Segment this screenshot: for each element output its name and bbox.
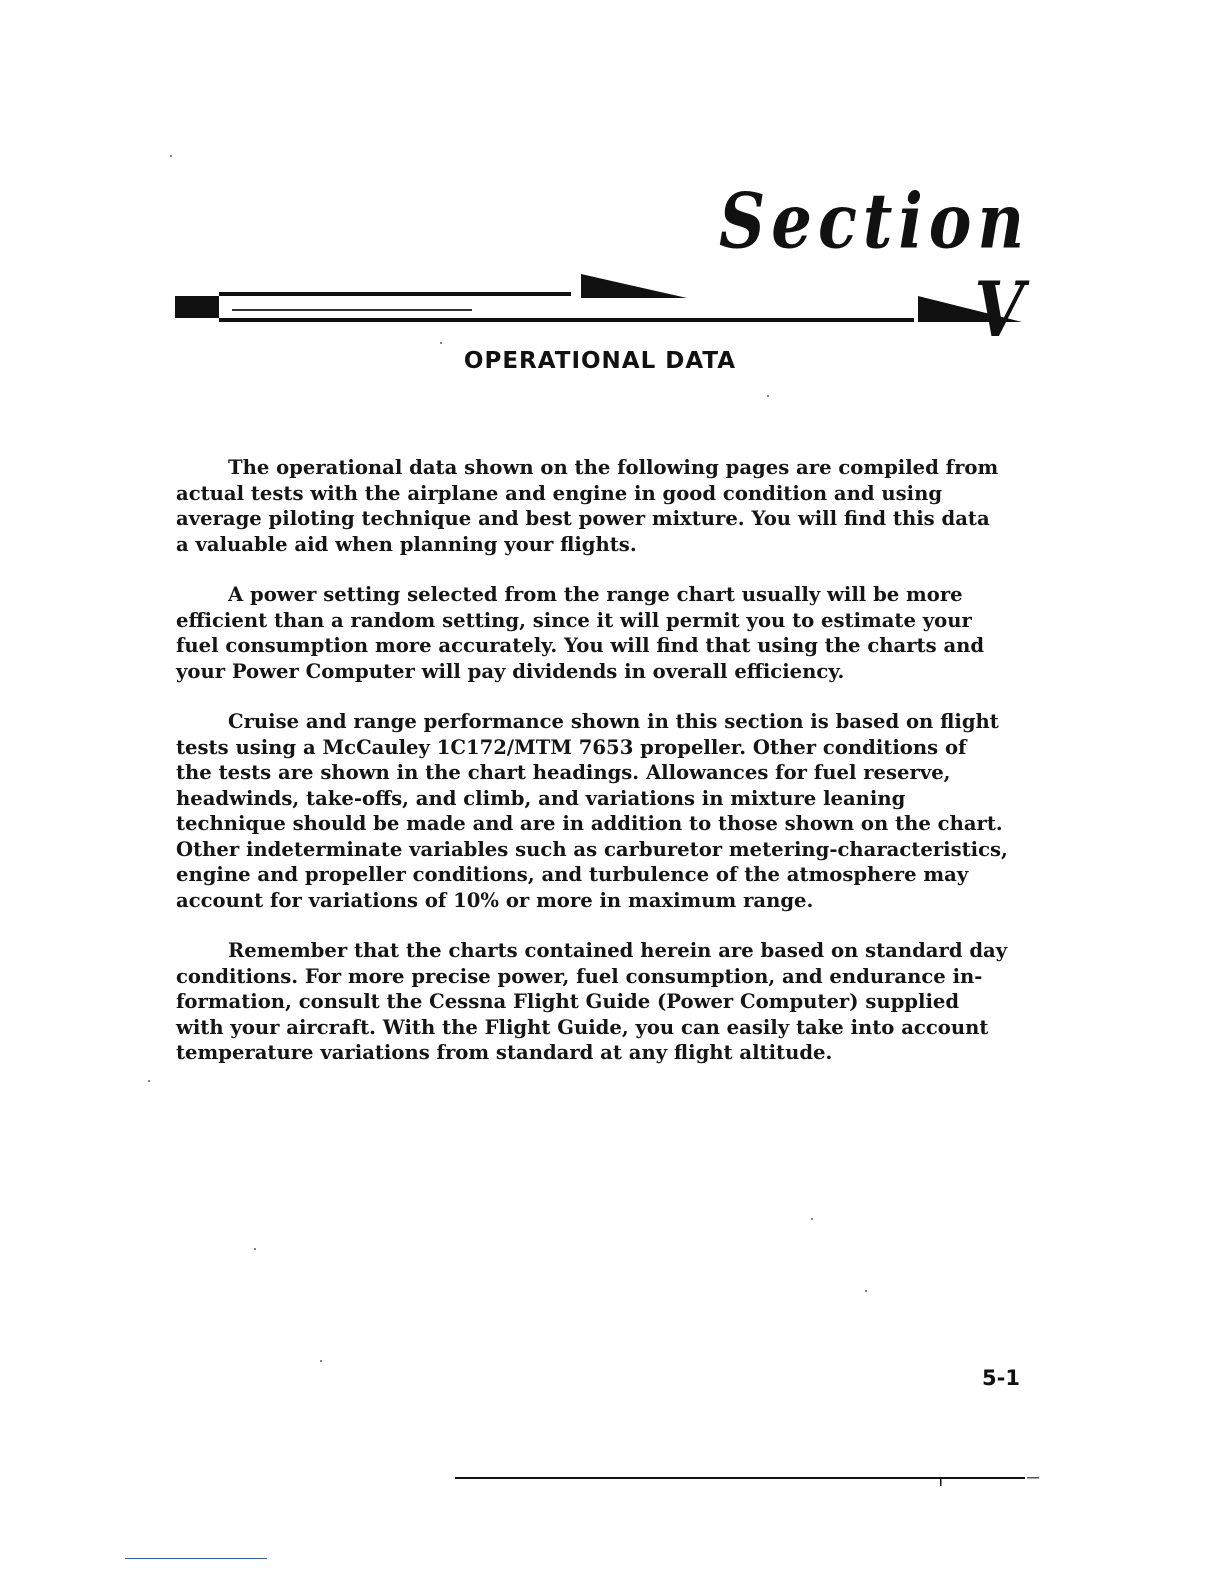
paragraph-3: Cruise and range performance shown in this section is based on flight tests using a McCauley 1C172/MTM 7653 propeller. Other conditions of the tests are shown in the chart headings. Allowances for fuel reserve, headwinds, take-offs, and climb, and variations in mixture leaning technique should be made and are in addition to those shown on the chart. Other indeterminate variables such as carburetor metering-characteristics, engine and propeller conditions, and turbulence of the atmosphere may account for variations of 10% or more in maximum range. [176,710,1008,912]
paragraph-4: Remember that the charts contained herein are based on standard day conditions. For more precise power, fuel consumption, and endurance in- formation, consult the Cessna Flight Guide (Power Computer) supplied with your aircraft. With the Flight Guide, you can easily take into account temperature variations from standard at any flight altitude. [176,939,1008,1064]
scan-speck [148,1080,150,1082]
rule-upper-line [219,292,571,296]
scan-speck [254,1248,256,1250]
scan-speck [320,1360,322,1362]
rule-block [175,296,219,318]
page-heading: OPERATIONAL DATA [463,348,737,374]
body-text [176,455,1056,1091]
scan-speck [170,155,172,157]
scan-speck [440,342,442,344]
scan-edge-line [125,1558,267,1559]
rule-lower-line [219,318,914,322]
rule-upper-arrow [581,274,687,298]
bottom-rule-tick [940,1477,942,1486]
scan-speck [811,1218,813,1220]
rule-inner-line [232,309,472,311]
bottom-rule-line [455,1477,1025,1479]
section-rule-graphic [170,268,1030,330]
page-number: 5-1 [982,1366,1020,1390]
scan-speck [767,395,769,397]
bottom-rule-dash [1027,1477,1039,1479]
scan-speck [865,1290,867,1292]
paragraph-2: A power setting selected from the range chart usually will be more efficient than a random setting, since it will permit you to estimate your fuel consumption more accurately. You will find that using the charts and your Power Computer will pay dividends in overall efficiency. [176,583,985,683]
rule-lower-arrow [918,296,1022,322]
section-title: Section V [719,178,1030,355]
paragraph-1: The operational data shown on the following pages are compiled from actual tests with the airplane and engine in good condition and using average piloting technique and best power mixture. You will find this data a valuable aid when planning your flights. [176,456,999,556]
bottom-rule [455,1474,1040,1488]
